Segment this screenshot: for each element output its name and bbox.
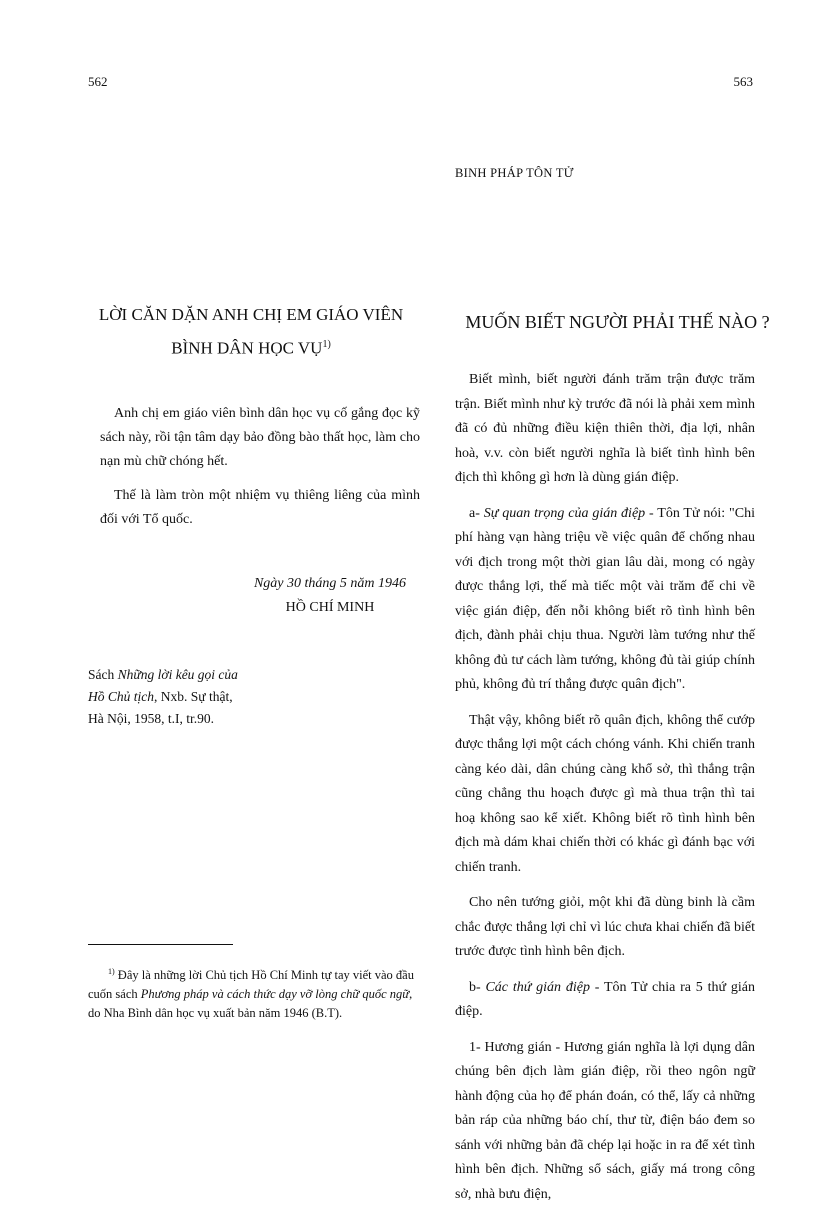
right-paragraph-3: Thật vậy, không biết rõ quân địch, không thể cướp được thắng lợi một cách chóng vánh. Khi chiến tranh càng kéo dài, dân chúng càng khổ sở, thì thắng trận cũng chẳng thu hoạch được gì mà thua trận thì tai hoạ không sao kể xiết. Không biết rõ tình hình bên địch mà dám khai chiến thời có khác gì đánh bạc với chiến tranh. — [455, 712, 755, 875]
right-paragraph-5 — [455, 976, 755, 1025]
right-paragraph-1: Biết mình, biết người đánh trăm trận được trăm trận. Biết mình như kỳ trước đã nói là phải xem mình đã có đủ những điều kiện thiên thời, địa lợi, nhân hoà, v.v. còn biết người nghĩa là biết tình hình bên địch thì không gì hơn là dùng gián điệp. — [455, 372, 755, 485]
signature-date: Ngày 30 tháng 5 năm 1946 — [253, 576, 407, 591]
source-line-2 — [88, 686, 268, 708]
right-paragraph-6: 1- Hương gián - Hương gián nghĩa là lợi dụng dân chúng bên địch làm gián điệp, rồi theo ngôn ngữ hành động của họ để phán đoán, có thể, lấy cả những bản ráp của những báo chí, thư từ, điện báo đem so sánh với những bản đã chép lại hoặc in ra để xét tình hình bên địch. Những sổ sách, giấy má trong công sở, nhà bưu điện, — [455, 1039, 755, 1202]
left-paragraph-2: Thế là làm tròn một nhiệm vụ thiêng liêng của mình đối với Tổ quốc. — [100, 488, 420, 527]
title-footnote-marker: 1) — [322, 339, 331, 350]
page-number-left: 562 — [88, 74, 108, 89]
footnote — [88, 962, 418, 1023]
p2-text: - Tôn Tử nói: "Chi phí hàng vạn hàng triệu về việc quân để chống nhau với địch trong một thời gian lâu dài, mong có ngày được thắng lợi, thế mà tiếc một vài trăm để chi về việc gián điệp, đến nỗi không biết rõ tình hình bên địch, đành phải chịu thua. Người làm tướng như thế không đủ tư cách làm tướng, không đủ tài giúp chính phủ, không đủ trí thắng được quân địch". — [455, 505, 755, 692]
footnote-italic: Phương pháp và cách thức dạy vỡ lòng chữ quốc ngữ — [140, 987, 410, 1002]
p5-heading: Các thứ gián điệp — [485, 979, 590, 995]
source-line-1 — [88, 664, 268, 686]
p2-heading: Sự quan trọng của gián điệp — [483, 505, 646, 521]
left-title-line1: LỜI CĂN DẶN ANH CHỊ EM GIÁO VIÊN — [98, 305, 404, 324]
signature-name: HỒ CHÍ MINH — [285, 600, 375, 615]
running-header: BINH PHÁP TÔN TỬ — [455, 166, 574, 180]
left-title-line2-text: BÌNH DÂN HỌC VỤ — [171, 338, 323, 358]
left-paragraph-1: Anh chị em giáo viên bình dân học vụ cố gắng đọc kỹ sách này, rồi tận tâm dạy bảo đồng bào thất học, làm cho nạn mù chữ chóng hết. — [100, 406, 420, 469]
footnote-divider — [88, 944, 233, 945]
left-title-line2 — [88, 330, 414, 364]
p2-label: a- — [469, 505, 484, 521]
source-prefix: Sách — [88, 667, 118, 682]
source-line-3: Hà Nội, 1958, t.I, tr.90. — [88, 711, 214, 726]
page-number-right: 563 — [733, 74, 753, 89]
p5-text: - Tôn Tử chia ra 5 thứ gián điệp. — [455, 979, 755, 1019]
source-title-1: Những lời kêu gọi của — [117, 667, 238, 682]
footnote-text-2: , do Nha Bình dân học vụ xuất bản năm 1946 (B.T). — [88, 987, 413, 1021]
p5-label: b- — [469, 979, 486, 995]
footnote-marker: 1) — [108, 967, 115, 976]
right-paragraph-4: Cho nên tướng giỏi, một khi đã dùng binh là cầm chắc được thắng lợi chỉ vì lúc chưa khai chiến đã biết trước được tình hình bên địch. — [455, 895, 755, 959]
right-page-body — [455, 368, 755, 1218]
left-page-body — [100, 402, 420, 542]
source-citation — [88, 664, 268, 730]
source-publisher: , Nxb. Sự thật, — [154, 689, 233, 704]
signature-block — [230, 572, 430, 620]
footnote-text-1: Đây là những lời Chủ tịch Hồ Chí Minh tự tay viết vào đầu cuốn sách — [88, 968, 414, 1002]
left-page-title — [88, 300, 414, 364]
source-title-2: Hồ Chủ tịch — [88, 689, 154, 704]
right-page-title: MUỐN BIẾT NGƯỜI PHẢI THẾ NÀO ? — [465, 312, 770, 332]
right-paragraph-2 — [455, 502, 755, 698]
